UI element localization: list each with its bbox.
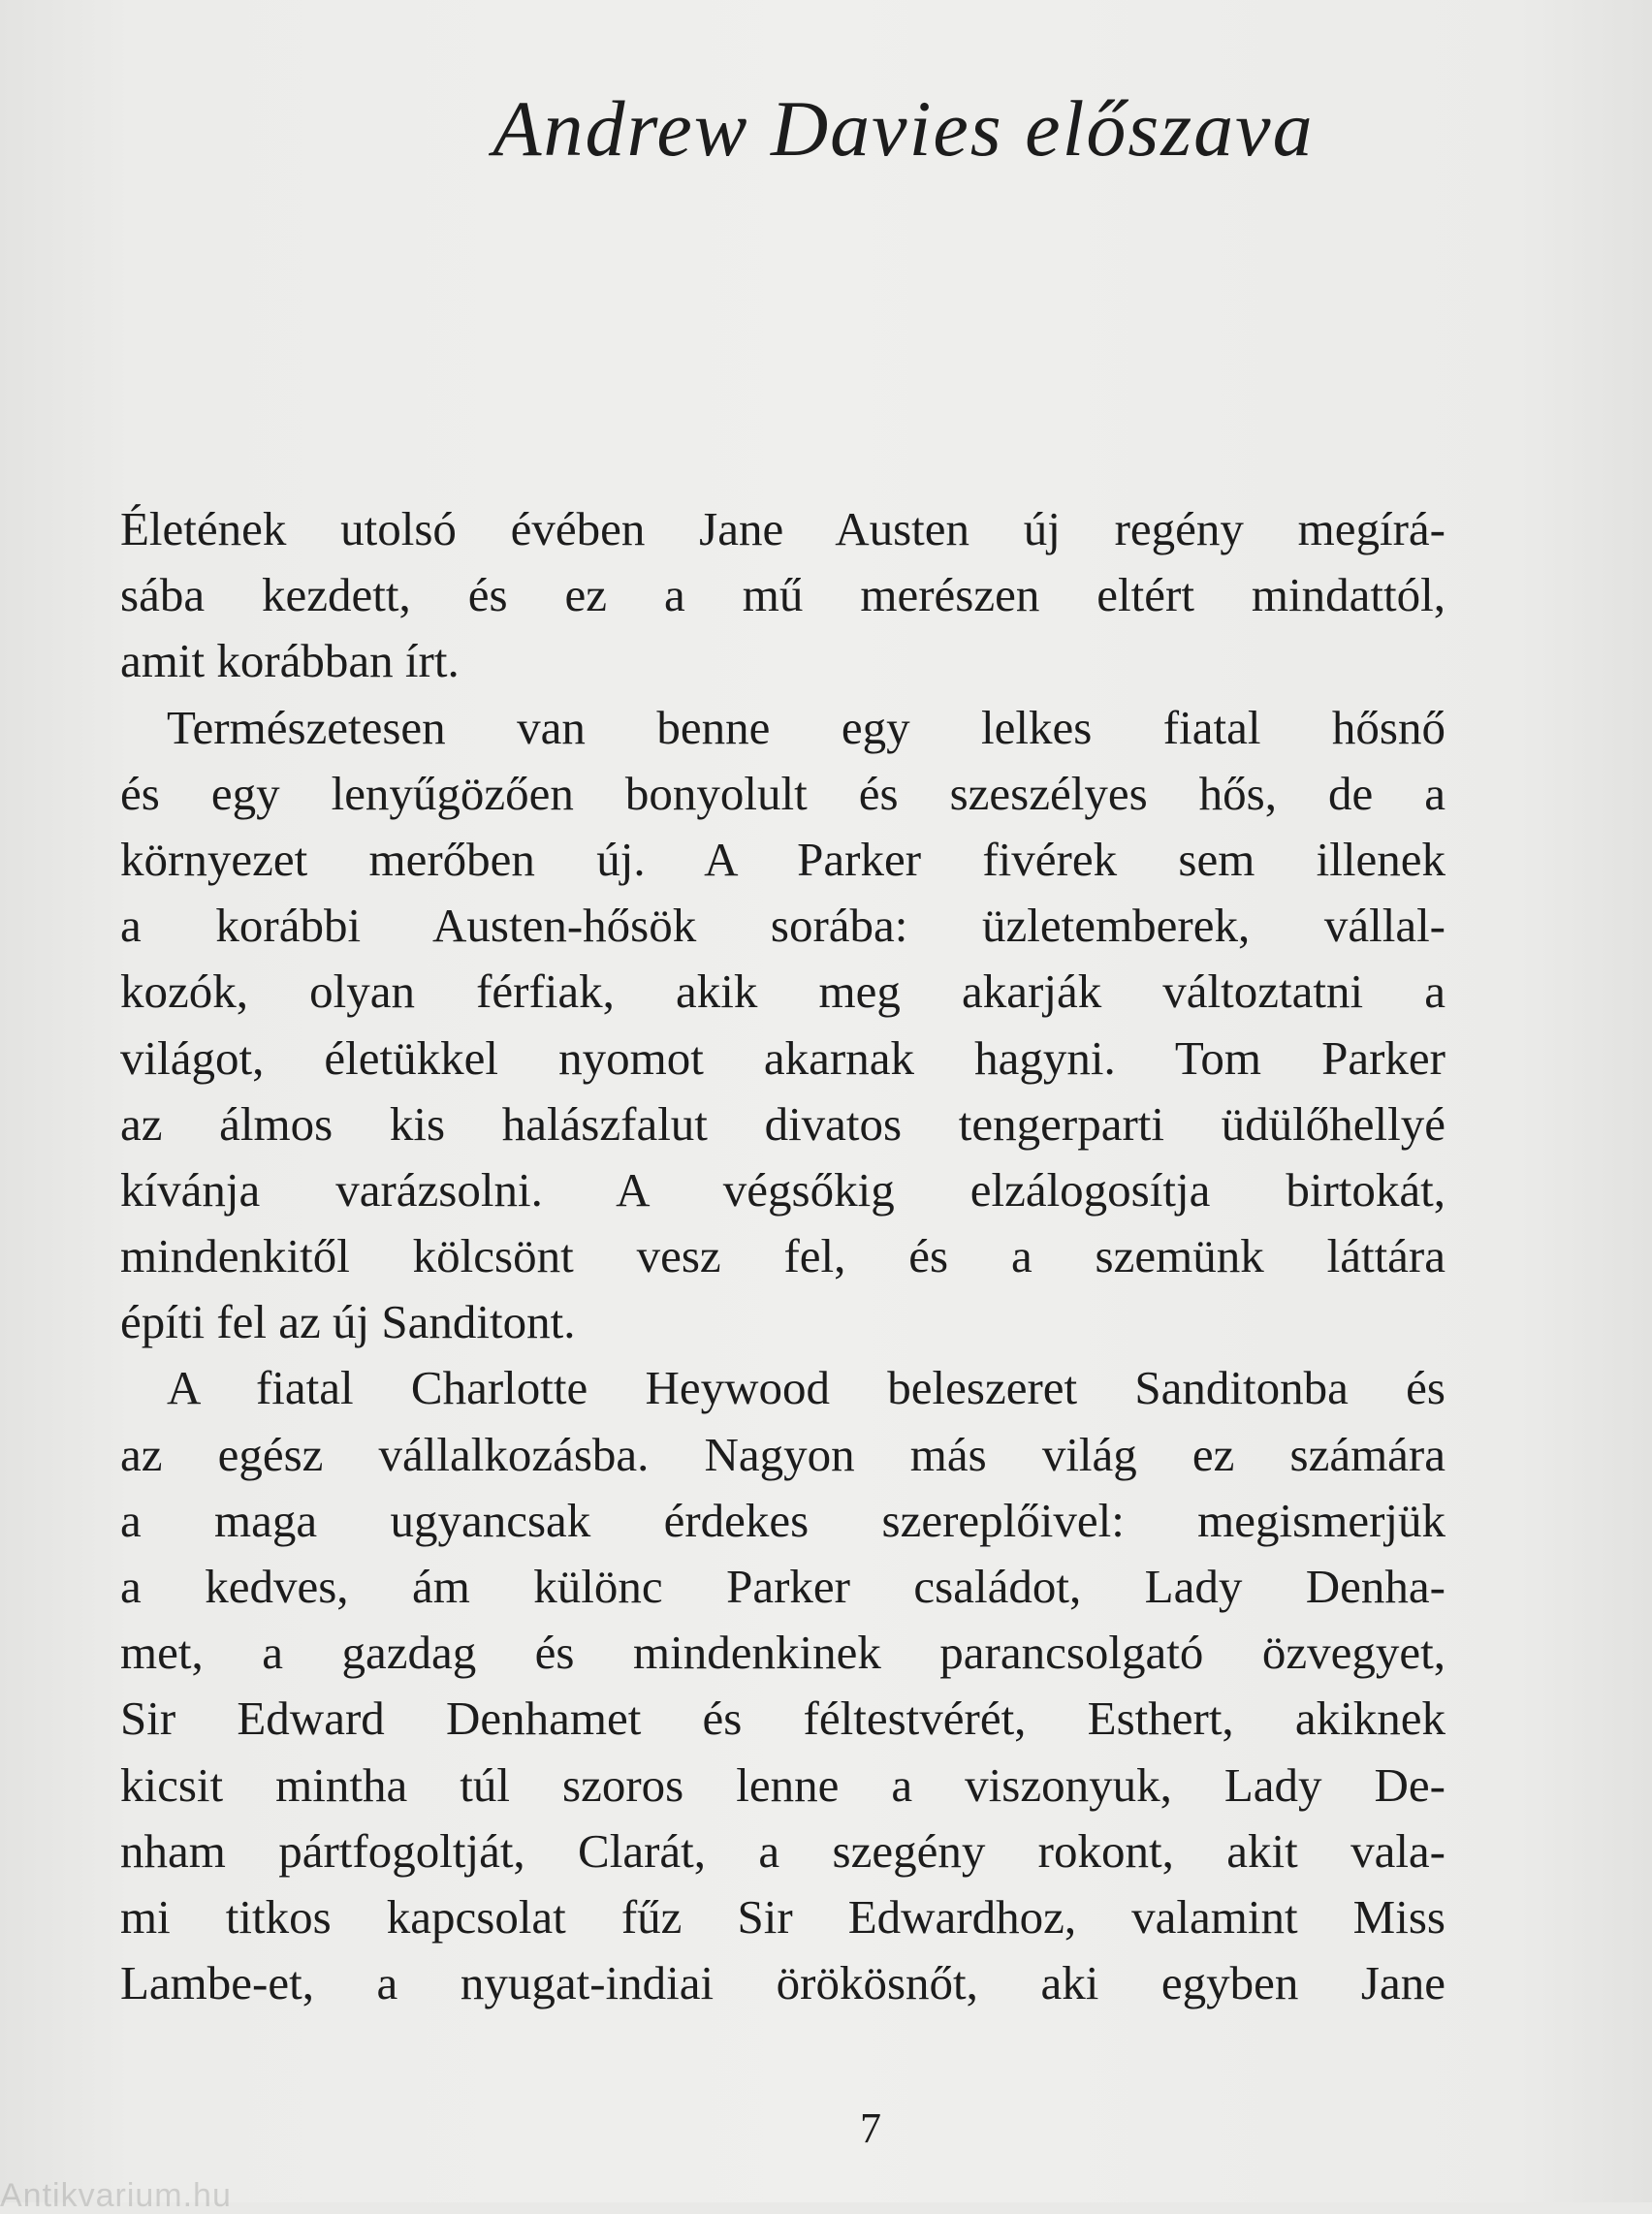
page-number: 7 xyxy=(860,2104,881,2152)
text-line: kicsit mintha túl szoros lenne a viszonyuk, Lady De- xyxy=(120,1757,1446,1812)
text-line: Sir Edward Denhamet és féltestvérét, Esthert, akiknek xyxy=(120,1692,1446,1746)
text-line: világot, életükkel nyomot akarnak hagyni. Tom Parker xyxy=(120,1030,1446,1085)
text-line: kívánja varázsolni. A végsőkig elzálogosítja birtokát, xyxy=(120,1162,1446,1217)
text-line: építi fel az új Sanditont. xyxy=(120,1295,576,1349)
chapter-title: Andrew Davies előszava xyxy=(492,84,1315,173)
text-line: a korábbi Austen-hősök sorába: üzletemberek, vállal- xyxy=(120,899,1446,953)
body-text xyxy=(120,496,1446,2016)
text-line: Lambe-et, a nyugat-indiai örökösnőt, aki egyben Jane xyxy=(120,1956,1446,2010)
text-line: nham pártfogoltját, Clarát, a szegény rokont, akit vala- xyxy=(120,1823,1446,1878)
text-line: a maga ugyancsak érdekes szereplőivel: megismerjük xyxy=(120,1493,1446,1547)
text-line: Életének utolsó évében Jane Austen új regény megírá- xyxy=(120,502,1446,555)
text-line: A fiatal Charlotte Heywood beleszeret Sanditonba és xyxy=(167,1361,1446,1415)
text-line: a kedves, ám különc Parker családot, Lady Denha- xyxy=(120,1560,1446,1613)
text-line: az álmos kis halászfalut divatos tengerparti üdülőhellyé xyxy=(120,1096,1446,1151)
text-line: met, a gazdag és mindenkinek parancsolgató özvegyet, xyxy=(120,1626,1446,1680)
text-line: környezet merőben új. A Parker fivérek sem illenek xyxy=(120,832,1446,886)
text-line: az egész vállalkozásba. Nagyon más világ ez számára xyxy=(120,1427,1446,1481)
text-line: kozók, olyan férfiak, akik meg akarják változtatni a xyxy=(120,965,1446,1019)
watermark: Antikvarium.hu xyxy=(0,2177,232,2214)
text-line: mi titkos kapcsolat fűz Sir Edwardhoz, valamint Miss xyxy=(120,1889,1446,1944)
text-line: sába kezdett, és ez a mű merészen eltért mindattól, xyxy=(120,568,1446,622)
text-line: és egy lenyűgözően bonyolult és szeszélyes hős, de a xyxy=(120,766,1446,820)
text-line: Természetesen van benne egy lelkes fiatal hősnő xyxy=(167,700,1446,754)
text-line: amit korábban írt. xyxy=(120,634,460,688)
text-line: mindenkitől kölcsönt vesz fel, és a szemünk láttára xyxy=(120,1229,1446,1283)
